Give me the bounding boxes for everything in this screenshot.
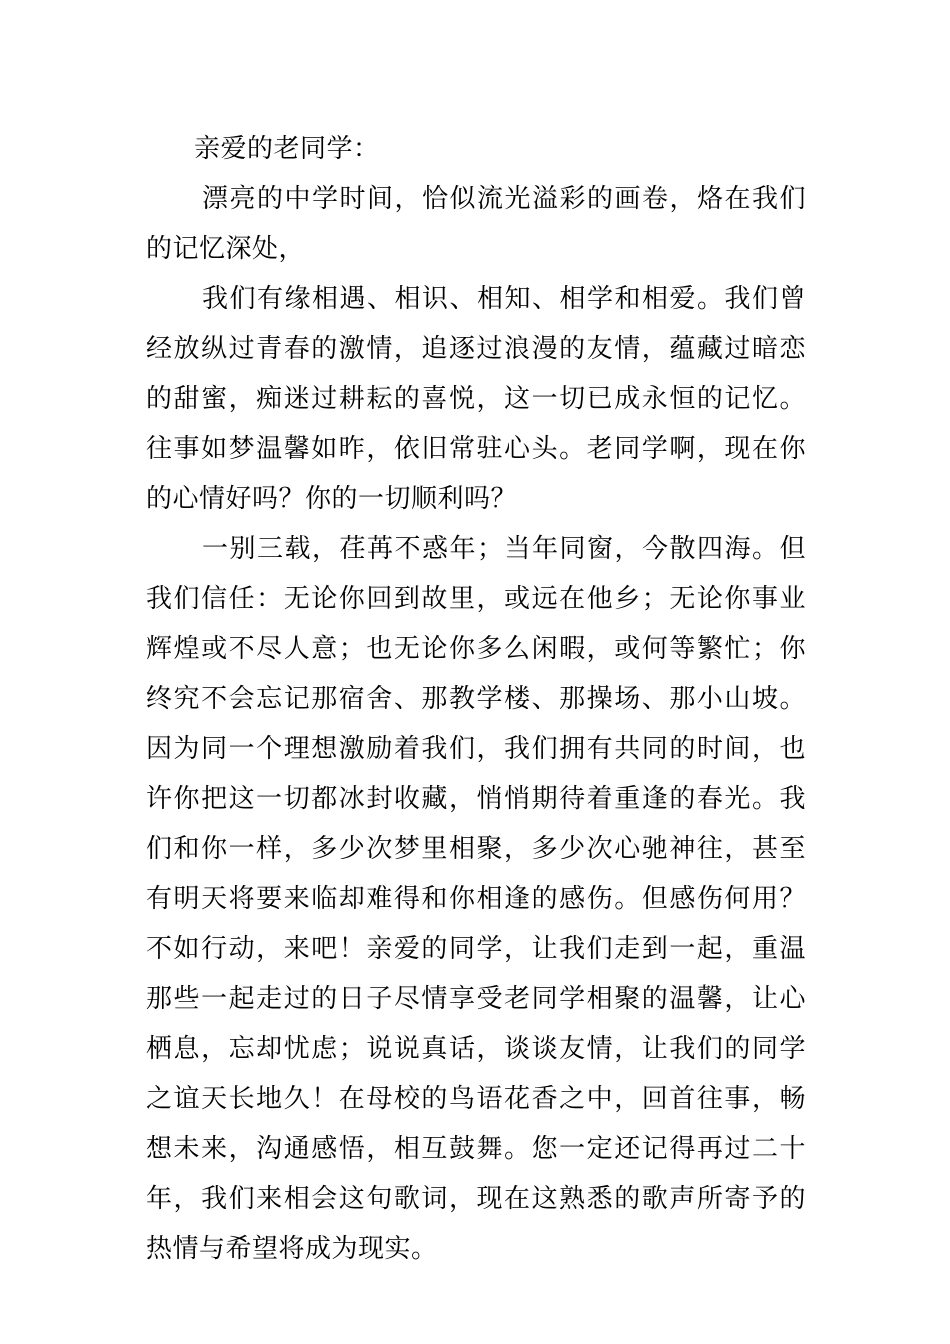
letter-paragraph-1: 漂亮的中学时间，恰似流光溢彩的画卷，烙在我们的记忆深处， — [146, 184, 806, 264]
letter-body — [146, 124, 806, 1274]
letter-greeting: 亲爱的老同学： — [194, 134, 380, 164]
letter-paragraph-2: 我们有缘相遇、相识、相知、相学和相爱。我们曾经放纵过青春的激情，追逐过浪漫的友情，蕴藏过暗恋的甜蜜，痴迷过耕耘的喜悦，这一切已成永恒的记忆。往事如梦温馨如昨，依旧常驻心头。老同学啊，现在你的心情好吗？你的一切顺利吗？ — [146, 284, 806, 514]
letter-paragraph-3: 一别三载，荏苒不惑年；当年同窗，今散四海。但我们信任：无论你回到故里，或远在他乡；无论你事业辉煌或不尽人意；也无论你多么闲暇，或何等繁忙；你终究不会忘记那宿舍、那教学楼、那操场、那小山坡。因为同一个理想激励着我们，我们拥有共同的时间，也许你把这一切都冰封收藏，悄悄期待着重逢的春光。我们和你一样，多少次梦里相聚，多少次心驰神往，甚至有明天将要来临却难得和你相逢的感伤。但感伤何用？不如行动，来吧！亲爱的同学，让我们走到一起，重温那些一起走过的日子尽情享受老同学相聚的温馨，让心栖息，忘却忧虑；说说真话，谈谈友情，让我们的同学之谊天长地久！在母校的鸟语花香之中，回首往事，畅想未来，沟通感悟，相互鼓舞。您一定还记得再过二十年，我们来相会这句歌词，现在这熟悉的歌声所寄予的热情与希望将成为现实。 — [146, 534, 806, 1264]
